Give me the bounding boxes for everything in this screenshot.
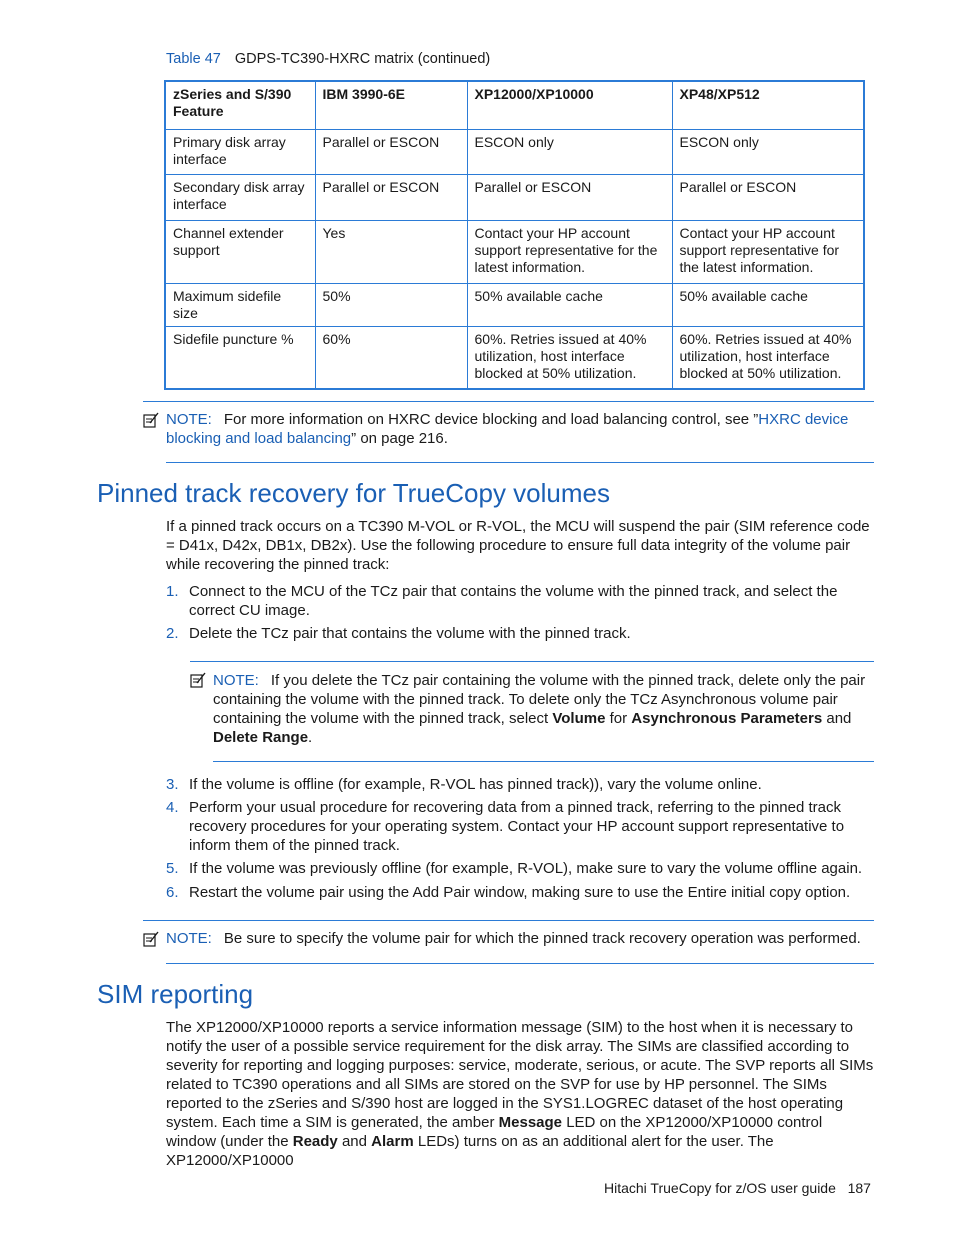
table-row [165,129,864,174]
table-header-cell: XP12000/XP10000 [467,81,672,129]
list-item [166,798,874,855]
table-cell: 60%. Retries issued at 40% utilization, host interface blocked at 50% utilization. [672,326,864,389]
step-text: Perform your usual procedure for recovering data from a pinned track, referring to the pinned track recovery procedures for your operating system. Contact your HP account support representative to inform them of the pinned track. [189,799,845,854]
hxrc-link[interactable]: HXRC device blocking and load balancing [166,411,849,447]
para-text: and [337,1133,372,1150]
section-heading-sim-reporting: SIM reporting [97,979,254,1009]
page-number: 187 [847,1180,871,1196]
bold-async-params: Asynchronous Parameters [631,710,823,727]
table-header-cell: XP48/XP512 [672,81,864,129]
note-label: NOTE: [166,411,212,428]
step-text: If the volume was previously offline (for example, R-VOL), make sure to vary the volume offline again. [189,860,863,877]
note-specify-pair [166,929,874,948]
table-row [165,283,864,326]
table-cell: Maximum sidefile size [165,283,315,326]
table-cell: Channel extender support [165,220,315,283]
note-label: NOTE: [166,930,212,947]
note-hxrc [166,410,874,448]
para-text: LED on the XP12000/XP10000 control window (under the [166,1114,823,1150]
table-cell: Contact your HP account support representative for the latest information. [672,220,864,283]
note-rule-top [143,401,874,402]
table-cell: Parallel or ESCON [315,174,467,220]
note-text: for [605,710,632,727]
step-number: 1. [166,583,179,600]
table-cell: 50% available cache [467,283,672,326]
table-cell: Parallel or ESCON [467,174,672,220]
table-number: Table 47 [166,51,221,67]
note-label: NOTE: [213,672,259,689]
note-rule-top [143,920,874,921]
note-text: . [308,729,313,746]
table-row [165,174,864,220]
table-cell: 60%. Retries issued at 40% utilization, host interface blocked at 50% utilization. [467,326,672,389]
note-rule-bottom [166,462,874,463]
note-rule-top [190,661,874,662]
bold-alarm: Alarm [371,1133,414,1150]
note-pencil-icon [143,931,159,947]
table-cell: 50% [315,283,467,326]
bold-message: Message [498,1114,563,1131]
step-number: 2. [166,625,179,642]
table-header-cell: zSeries and S/390 Feature [165,81,315,129]
table-cell: Parallel or ESCON [315,129,467,174]
note-rule-bottom [213,761,874,762]
list-item [166,775,874,794]
sim-paragraph [166,1018,874,1170]
note-text: For more information on HXRC device blocking and load balancing control, see ” [223,411,759,428]
step-number: 3. [166,776,179,793]
step-text: Delete the TCz pair that contains the volume with the pinned track. [189,625,631,642]
table-cell: 60% [315,326,467,389]
step-text: Restart the volume pair using the Add Pair window, making sure to use the Entire initial copy option. [189,884,851,901]
note-text: Be sure to specify the volume pair for which the pinned track recovery operation was performed. [223,930,861,947]
note-delete-pair [213,671,874,747]
table-row [165,326,864,389]
para-text: LEDs) turns on as an additional alert for the user. The XP12000/XP10000 [166,1133,774,1169]
step-text: Connect to the MCU of the TCz pair that contains the volume with the pinned track, and select the correct CU image. [189,583,838,619]
table-header-row [165,81,864,129]
step-text: If the volume is offline (for example, R-VOL has pinned track)), vary the volume online. [189,776,762,793]
table-cell: 50% available cache [672,283,864,326]
list-item [166,883,874,902]
footer-title: Hitachi TrueCopy for z/OS user guide [604,1180,836,1196]
matrix-table [164,80,865,390]
section-heading-pinned-track: Pinned track recovery for TrueCopy volumes [97,478,610,508]
table-row [165,220,864,283]
para-text: The XP12000/XP10000 reports a service information message (SIM) to the host when it is necessary to notify the user of a possible service requirement for the disk array. The SIMs are classified according to severity for reporting and logging purposes: service, moderate, serious, or acute. The SVP reports all SIMs related to TC390 operations and all SIMs are stored on the SVP for use by HP personnel. The SIMs reported to the zSeries and S/390 host are logged in the SYS1.LOGREC dataset of the host operating system. Each time a SIM is generated, the amber [166,1019,874,1131]
table-cell: Primary disk array interface [165,129,315,174]
note-pencil-icon [143,412,159,428]
step-number: 5. [166,860,179,877]
table-cell: Secondary disk array interface [165,174,315,220]
table-cell: ESCON only [672,129,864,174]
list-item [166,859,874,878]
list-item [166,624,874,643]
note-pencil-icon [190,672,206,688]
note-text-after: ” on page 216. [351,430,448,447]
table-cell: Yes [315,220,467,283]
table-header-cell: IBM 3990-6E [315,81,467,129]
note-text: and [822,710,852,727]
list-item [166,582,874,620]
table-cell: ESCON only [467,129,672,174]
bold-delete-range: Delete Range [213,729,309,746]
table-title: GDPS-TC390-HXRC matrix (continued) [234,51,491,67]
bold-volume: Volume [552,710,606,727]
table-caption [166,51,490,67]
note-rule-bottom [166,963,874,964]
bold-ready: Ready [292,1133,338,1150]
section-intro: If a pinned track occurs on a TC390 M-VOL or R-VOL, the MCU will suspend the pair (SIM reference code = D41x, D42x, DB1x, DB2x). Use the following procedure to ensure full data integrity of the volume pair while recovering the pinned track: [166,518,870,573]
table-cell: Parallel or ESCON [672,174,864,220]
note-text: If you delete the TCz pair containing the volume with the pinned track, delete only the pair containing the volume with the pinned track. To delete only the TCz Asynchronous volume pair containing the volume with the pinned track, select [213,672,866,727]
table-cell: Sidefile puncture % [165,326,315,389]
step-number: 4. [166,799,179,816]
table-cell: Contact your HP account support representative for the latest information. [467,220,672,283]
page-footer [604,1180,871,1196]
step-number: 6. [166,884,179,901]
